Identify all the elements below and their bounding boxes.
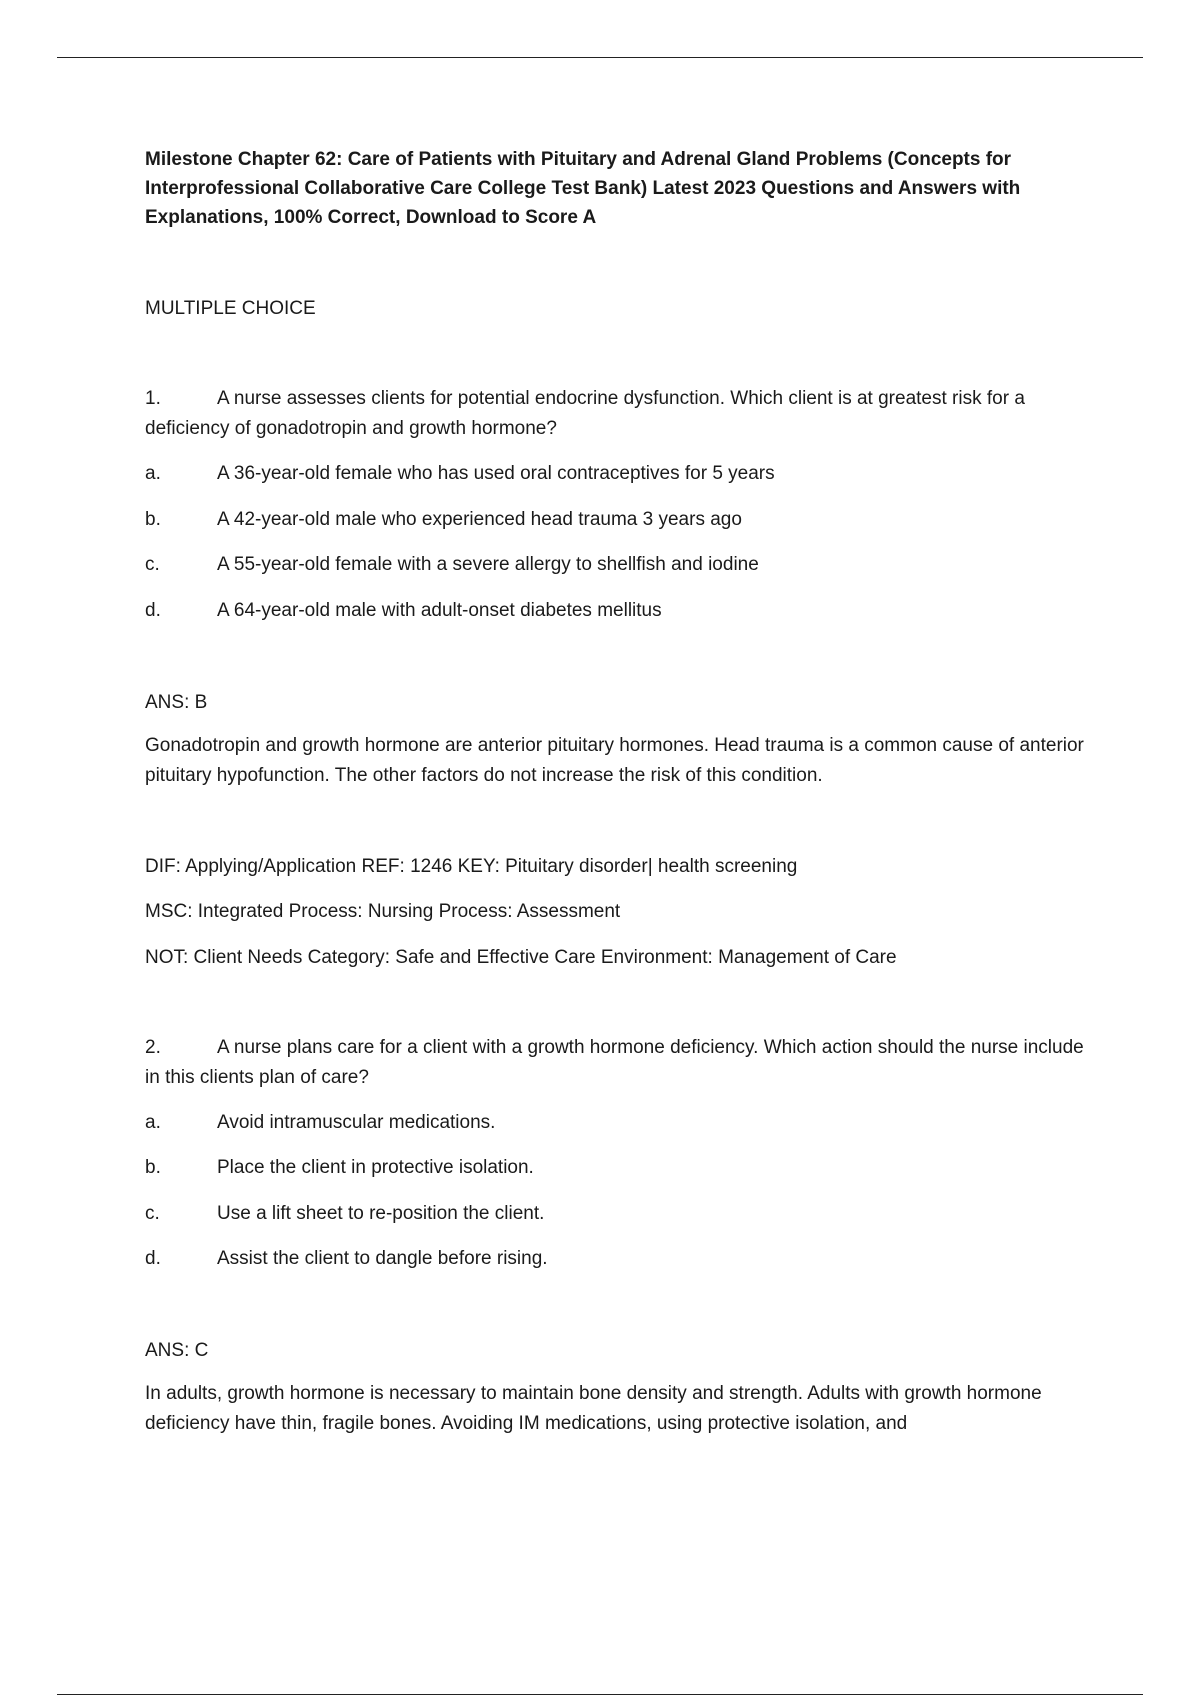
question-1-rationale: Gonadotropin and growth hormone are anterior pituitary hormones. Head trauma is a common cause of anterior pituitary hypofunction. The other factors do not increase the risk of this condition. [145, 735, 1084, 786]
question-text: A nurse assesses clients for potential endocrine dysfunction. Which client is at greatest risk for a deficiency of gonadotropin and growth hormone? [145, 388, 1025, 439]
question-1-dif: DIF: Applying/Application REF: 1246 KEY: Pituitary disorder| health screening [145, 856, 798, 877]
question-text: A nurse plans care for a client with a growth hormone deficiency. Which action should the nurse include in this clients plan of care? [145, 1037, 1084, 1088]
question-1-stem [145, 384, 1095, 444]
option-letter: b. [145, 509, 161, 530]
question-2-answer: ANS: C [145, 1340, 209, 1361]
option-letter: a. [145, 463, 161, 484]
option-text: A 55-year-old female with a severe allergy to shellfish and iodine [217, 554, 759, 575]
option-letter: c. [145, 554, 160, 575]
question-1-msc: MSC: Integrated Process: Nursing Process: Assessment [145, 901, 621, 922]
question-1-option-c [145, 552, 1095, 578]
question-2-stem [145, 1033, 1095, 1093]
bottom-rule [57, 1694, 1143, 1695]
question-1-option-d [145, 598, 1095, 624]
option-letter: d. [145, 1248, 161, 1269]
option-letter: d. [145, 600, 161, 621]
question-1-not: NOT: Client Needs Category: Safe and Effective Care Environment: Management of Care [145, 947, 897, 968]
option-text: Use a lift sheet to re-position the client. [217, 1203, 545, 1224]
question-2-option-c [145, 1201, 1095, 1227]
option-text: Place the client in protective isolation. [217, 1157, 534, 1178]
option-text: Avoid intramuscular medications. [217, 1112, 496, 1133]
option-letter: b. [145, 1157, 161, 1178]
question-2-option-a [145, 1110, 1095, 1136]
question-2-option-b [145, 1155, 1095, 1181]
option-text: A 64-year-old male with adult-onset diabetes mellitus [217, 600, 662, 621]
question-1-option-a [145, 461, 1095, 487]
option-text: A 42-year-old male who experienced head trauma 3 years ago [217, 509, 742, 530]
question-1-answer: ANS: B [145, 692, 208, 713]
question-2-rationale: In adults, growth hormone is necessary to maintain bone density and strength. Adults with growth hormone deficiency have thin, fragile bones. Avoiding IM medications, using protective isolation, and [145, 1383, 1042, 1434]
option-text: Assist the client to dangle before rising. [217, 1248, 548, 1269]
question-number: 2. [145, 1037, 161, 1058]
document-title: Milestone Chapter 62: Care of Patients with Pituitary and Adrenal Gland Problems (Concepts for Interprofessional Collaborative Care College Test Bank) Latest 2023 Questions and Answers with Explanations, 100% Correct, Download to Score A [145, 149, 1021, 228]
section-heading: MULTIPLE CHOICE [145, 298, 316, 319]
option-letter: c. [145, 1203, 160, 1224]
question-2-option-d [145, 1246, 1095, 1272]
option-text: A 36-year-old female who has used oral contraceptives for 5 years [217, 463, 775, 484]
question-number: 1. [145, 388, 161, 409]
top-rule [57, 57, 1143, 58]
option-letter: a. [145, 1112, 161, 1133]
question-1-option-b [145, 507, 1095, 533]
